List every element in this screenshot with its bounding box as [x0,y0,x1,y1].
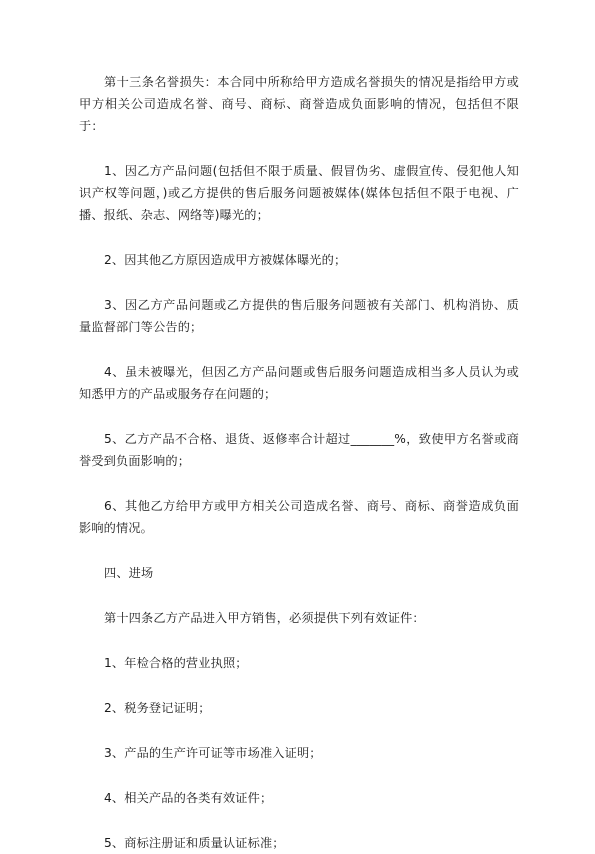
paragraph-item-4: 4、虽未被曝光，但因乙方产品问题或售后服务问题造成相当多人员认为或知悉甲方的产品或服务存在问题的； [79,365,519,401]
paragraph-item-3: 3、因乙方产品问题或乙方提供的售后服务问题被有关部门、机构消协、质量监督部门等公告的； [79,298,519,334]
paragraph-item-2: 2、因其他乙方原因造成甲方被媒体曝光的； [104,253,347,267]
paragraph-item-6: 6、其他乙方给甲方或甲方相关公司造成名誉、商号、商标、商誉造成负面影响的情况。 [79,499,519,535]
list-item-2: 2、税务登记证明； [104,701,211,715]
paragraph-article-13: 第十三条名誉损失：本合同中所称给甲方造成名誉损失的情况是指给甲方或甲方相关公司造成名誉、商号、商标、商誉造成负面影响的情况，包括但不限于： [79,75,519,133]
paragraph-item-5: 5、乙方产品不合格、退货、返修率合计超过_______%，致使甲方名誉或商誉受到负面影响的； [79,432,519,468]
paragraph-item-1: 1、因乙方产品问题(包括但不限于质量、假冒伪劣、虚假宣传、侵犯他人知识产权等问题，)或乙方提供的售后服务问题被媒体(媒体包括但不限于电视、广播、报纸、杂志、网络等)曝光的； [79,164,519,222]
paragraph-article-14: 第十四条乙方产品进入甲方销售，必须提供下列有效证件： [104,611,425,625]
document-body [79,71,519,854]
list-item-5: 5、商标注册证和质量认证标准； [104,836,285,850]
list-item-1: 1、年检合格的营业执照； [104,656,248,670]
section-heading-entry: 四、进场 [104,566,154,580]
list-item-4: 4、相关产品的各类有效证件； [104,791,273,805]
list-item-3: 3、产品的生产许可证等市场准入证明； [104,746,322,760]
